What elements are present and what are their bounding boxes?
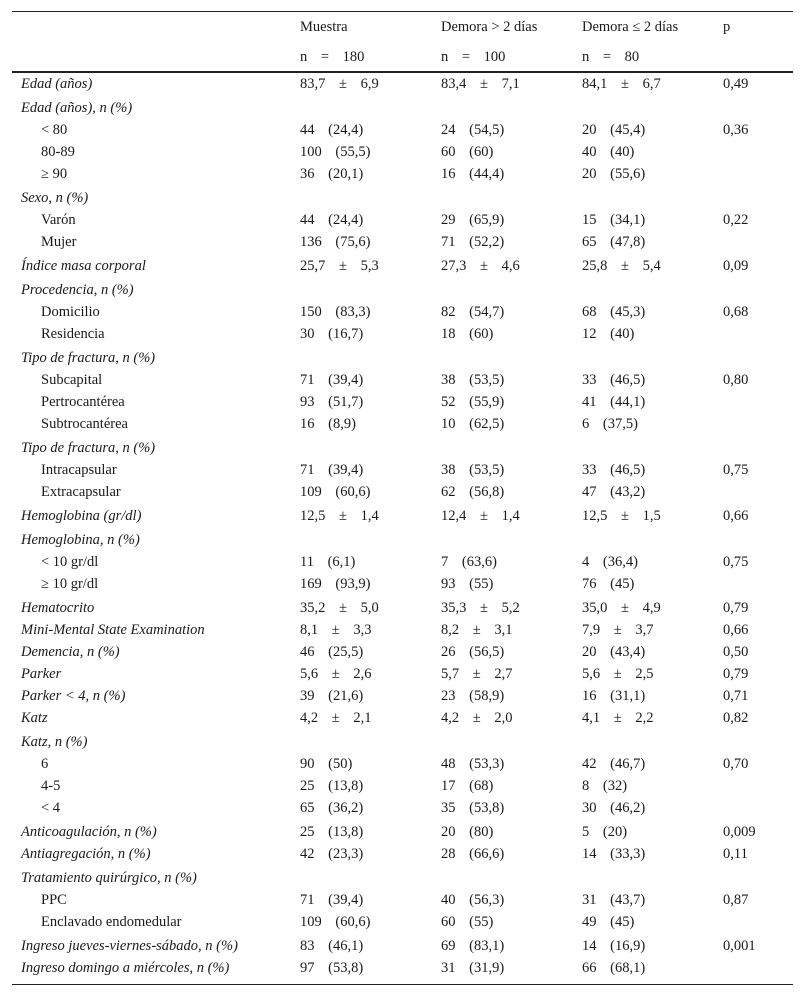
cell-demora-menor: 4 (36,4) [582,554,638,570]
table-row [12,731,793,753]
row-label: Anticoagulación, n (%) [21,824,157,840]
header-col-muestra: Muestra [300,19,348,35]
row-label: Tipo de fractura, n (%) [21,440,156,456]
cell-demora-menor: 14 (33,3) [582,846,646,862]
header-col-demora-menor: Demora ≤ 2 días [582,19,679,35]
cell-muestra: 90 (50) [300,756,353,772]
table-row [12,481,793,503]
cell-demora-mayor: 35,3 ± 5,2 [441,600,520,616]
cell-demora-mayor: 12,4 ± 1,4 [441,508,520,524]
cell-muestra: 71 (39,4) [300,462,364,478]
table-row [12,935,793,957]
header-col-demora-mayor: Demora > 2 días [441,19,538,35]
cell-p: 0,70 [723,756,749,772]
cell-demora-mayor: 28 (66,6) [441,846,505,862]
header-col-p: p [723,19,731,35]
table-row [12,505,793,527]
table-row [12,255,793,277]
cell-demora-mayor: 93 (55) [441,576,494,592]
cell-demora-menor: 25,8 ± 5,4 [582,258,661,274]
table-row [12,347,793,369]
row-label: < 10 gr/dl [41,554,99,570]
cell-demora-mayor: 20 (80) [441,824,494,840]
cell-muestra: 97 (53,8) [300,960,364,976]
cell-muestra: 65 (36,2) [300,800,364,816]
row-label: Katz [21,710,48,726]
table-row [12,663,793,685]
table-row [12,369,793,391]
row-label: Residencia [41,326,105,342]
cell-demora-mayor: 31 (31,9) [441,960,505,976]
cell-muestra: 8,1 ± 3,3 [300,622,372,638]
table-row [12,141,793,163]
cell-demora-mayor: 83,4 ± 7,1 [441,76,520,92]
row-label: Antiagregación, n (%) [21,846,151,862]
table-row [12,597,793,619]
row-label: Parker [21,666,62,682]
table-row [12,619,793,641]
cell-muestra: 100 (55,5) [300,144,371,160]
row-label: 6 [41,756,49,772]
cell-p: 0,75 [723,554,749,570]
table-row [12,641,793,663]
table-row [12,97,793,119]
row-label: Hematocrito [21,600,95,616]
cell-muestra: 83,7 ± 6,9 [300,76,379,92]
row-label: Hemoglobina, n (%) [21,532,140,548]
cell-demora-mayor: 29 (65,9) [441,212,505,228]
row-label: Katz, n (%) [21,734,88,750]
cell-demora-mayor: 82 (54,7) [441,304,505,320]
table-row [12,551,793,573]
row-label: Edad (años), n (%) [21,100,133,116]
cell-demora-menor: 14 (16,9) [582,938,646,954]
row-label: < 4 [41,800,61,816]
cell-demora-mayor: 10 (62,5) [441,416,505,432]
cell-demora-menor: 20 (55,6) [582,166,646,182]
cell-p: 0,79 [723,600,749,616]
cell-demora-mayor: 7 (63,6) [441,554,497,570]
cell-demora-menor: 20 (45,4) [582,122,646,138]
cell-muestra: 93 (51,7) [300,394,364,410]
cell-demora-menor: 68 (45,3) [582,304,646,320]
row-label: 80-89 [41,144,75,160]
cell-muestra: 83 (46,1) [300,938,364,954]
cell-demora-menor: 15 (34,1) [582,212,646,228]
cell-p: 0,68 [723,304,749,320]
cell-p: 0,49 [723,76,749,92]
row-label: ≥ 90 [41,166,68,182]
table-row [12,209,793,231]
cell-p: 0,79 [723,666,749,682]
row-label: < 80 [41,122,68,138]
table-row [12,163,793,185]
table-row [12,797,793,819]
cell-demora-mayor: 38 (53,5) [441,462,505,478]
cell-muestra: 46 (25,5) [300,644,364,660]
cell-demora-mayor: 23 (58,9) [441,688,505,704]
row-label: Ingreso jueves-viernes-sábado, n (%) [21,938,238,954]
top-rule [12,11,793,12]
cell-p: 0,71 [723,688,749,704]
cell-muestra: 136 (75,6) [300,234,371,250]
table-row [12,323,793,345]
cell-p: 0,66 [723,508,749,524]
cell-muestra: 5,6 ± 2,6 [300,666,372,682]
row-label: Parker < 4, n (%) [21,688,126,704]
header-n-demora-menor: n = 80 [582,49,640,65]
cell-p: 0,66 [723,622,749,638]
cell-p: 0,50 [723,644,749,660]
table-row [12,279,793,301]
cell-muestra: 30 (16,7) [300,326,364,342]
table-row [12,437,793,459]
table-row [12,775,793,797]
cell-p: 0,001 [723,938,756,954]
cell-muestra: 16 (8,9) [300,416,356,432]
cell-demora-menor: 65 (47,8) [582,234,646,250]
header-n-demora-mayor: n = 100 [441,49,506,65]
row-label: Varón [41,212,76,228]
cell-demora-mayor: 52 (55,9) [441,394,505,410]
cell-demora-mayor: 24 (54,5) [441,122,505,138]
cell-muestra: 44 (24,4) [300,212,364,228]
cell-demora-mayor: 60 (60) [441,144,494,160]
cell-demora-mayor: 48 (53,3) [441,756,505,772]
table-row [12,753,793,775]
cell-demora-menor: 35,0 ± 4,9 [582,600,661,616]
table-row [12,707,793,729]
table-row [12,889,793,911]
cell-muestra: 71 (39,4) [300,892,364,908]
row-label: Procedencia, n (%) [21,282,134,298]
cell-demora-mayor: 69 (83,1) [441,938,505,954]
cell-demora-menor: 20 (43,4) [582,644,646,660]
cell-demora-mayor: 18 (60) [441,326,494,342]
row-label: Tipo de fractura, n (%) [21,350,156,366]
row-label: PPC [41,892,67,908]
cell-demora-menor: 12,5 ± 1,5 [582,508,661,524]
cell-muestra: 150 (83,3) [300,304,371,320]
cell-demora-menor: 47 (43,2) [582,484,646,500]
cell-muestra: 44 (24,4) [300,122,364,138]
cell-demora-menor: 16 (31,1) [582,688,646,704]
cell-demora-mayor: 5,7 ± 2,7 [441,666,513,682]
table-row [12,187,793,209]
table-row [12,413,793,435]
cell-demora-menor: 33 (46,5) [582,462,646,478]
row-label: Demencia, n (%) [21,644,120,660]
cell-demora-mayor: 27,3 ± 4,6 [441,258,520,274]
cell-demora-menor: 8 (32) [582,778,628,794]
cell-muestra: 11 (6,1) [300,554,356,570]
cell-demora-menor: 4,1 ± 2,2 [582,710,654,726]
cell-demora-menor: 49 (45) [582,914,635,930]
cell-demora-menor: 41 (44,1) [582,394,646,410]
table-row [12,821,793,843]
table-row [12,301,793,323]
table-row [12,573,793,595]
cell-muestra: 71 (39,4) [300,372,364,388]
row-label: ≥ 10 gr/dl [41,576,99,592]
bottom-rule [12,984,793,985]
cell-demora-menor: 12 (40) [582,326,635,342]
row-label: Subtrocantérea [41,416,128,432]
table-row [12,685,793,707]
table-row [12,843,793,865]
cell-demora-menor: 5 (20) [582,824,628,840]
row-label: Mujer [41,234,77,250]
row-label: Edad (años) [21,76,93,92]
cell-demora-menor: 31 (43,7) [582,892,646,908]
cell-muestra: 25 (13,8) [300,824,364,840]
cell-p: 0,009 [723,824,756,840]
cell-demora-menor: 66 (68,1) [582,960,646,976]
cell-muestra: 12,5 ± 1,4 [300,508,379,524]
cell-p: 0,36 [723,122,749,138]
table-row [12,231,793,253]
cell-demora-menor: 33 (46,5) [582,372,646,388]
cell-p: 0,82 [723,710,749,726]
table-row [12,119,793,141]
cell-demora-mayor: 26 (56,5) [441,644,505,660]
row-label: Intracapsular [41,462,117,478]
cell-muestra: 35,2 ± 5,0 [300,600,379,616]
row-label: Tratamiento quirúrgico, n (%) [21,870,197,886]
row-label: Índice masa corporal [21,258,146,274]
cell-muestra: 42 (23,3) [300,846,364,862]
row-label: Hemoglobina (gr/dl) [21,508,142,524]
cell-demora-menor: 7,9 ± 3,7 [582,622,654,638]
cell-demora-mayor: 17 (68) [441,778,494,794]
cell-p: 0,11 [723,846,748,862]
cell-demora-mayor: 8,2 ± 3,1 [441,622,513,638]
table-row [12,459,793,481]
table-row [12,529,793,551]
cell-muestra: 39 (21,6) [300,688,364,704]
cell-demora-menor: 40 (40) [582,144,635,160]
table-row [12,911,793,933]
cell-demora-menor: 5,6 ± 2,5 [582,666,654,682]
cell-demora-menor: 42 (46,7) [582,756,646,772]
cell-muestra: 36 (20,1) [300,166,364,182]
cell-p: 0,75 [723,462,749,478]
cell-muestra: 25,7 ± 5,3 [300,258,379,274]
table-row [12,391,793,413]
cell-demora-menor: 30 (46,2) [582,800,646,816]
cell-demora-mayor: 60 (55) [441,914,494,930]
row-label: Sexo, n (%) [21,190,89,206]
cell-demora-mayor: 35 (53,8) [441,800,505,816]
cell-demora-mayor: 4,2 ± 2,0 [441,710,513,726]
row-label: Mini-Mental State Examination [21,622,205,638]
row-label: Subcapital [41,372,103,388]
cell-muestra: 169 (93,9) [300,576,371,592]
cell-demora-menor: 76 (45) [582,576,635,592]
table-row [12,957,793,979]
row-label: Domicilio [41,304,100,320]
cell-muestra: 4,2 ± 2,1 [300,710,372,726]
cell-demora-menor: 6 (37,5) [582,416,638,432]
cell-p: 0,09 [723,258,749,274]
cell-p: 0,87 [723,892,749,908]
row-label: Enclavado endomedular [41,914,182,930]
cell-demora-mayor: 38 (53,5) [441,372,505,388]
table-row [12,73,793,95]
table-row [12,867,793,889]
cell-p: 0,80 [723,372,749,388]
cell-demora-menor: 84,1 ± 6,7 [582,76,661,92]
cell-demora-mayor: 16 (44,4) [441,166,505,182]
cell-muestra: 109 (60,6) [300,914,371,930]
header-n-muestra: n = 180 [300,49,365,65]
cell-muestra: 109 (60,6) [300,484,371,500]
row-label: Extracapsular [41,484,121,500]
cell-muestra: 25 (13,8) [300,778,364,794]
cell-demora-mayor: 62 (56,8) [441,484,505,500]
row-label: Ingreso domingo a miércoles, n (%) [21,960,230,976]
row-label: 4-5 [41,778,61,794]
cell-demora-mayor: 71 (52,2) [441,234,505,250]
cell-demora-mayor: 40 (56,3) [441,892,505,908]
cell-p: 0,22 [723,212,749,228]
row-label: Pertrocantérea [41,394,125,410]
